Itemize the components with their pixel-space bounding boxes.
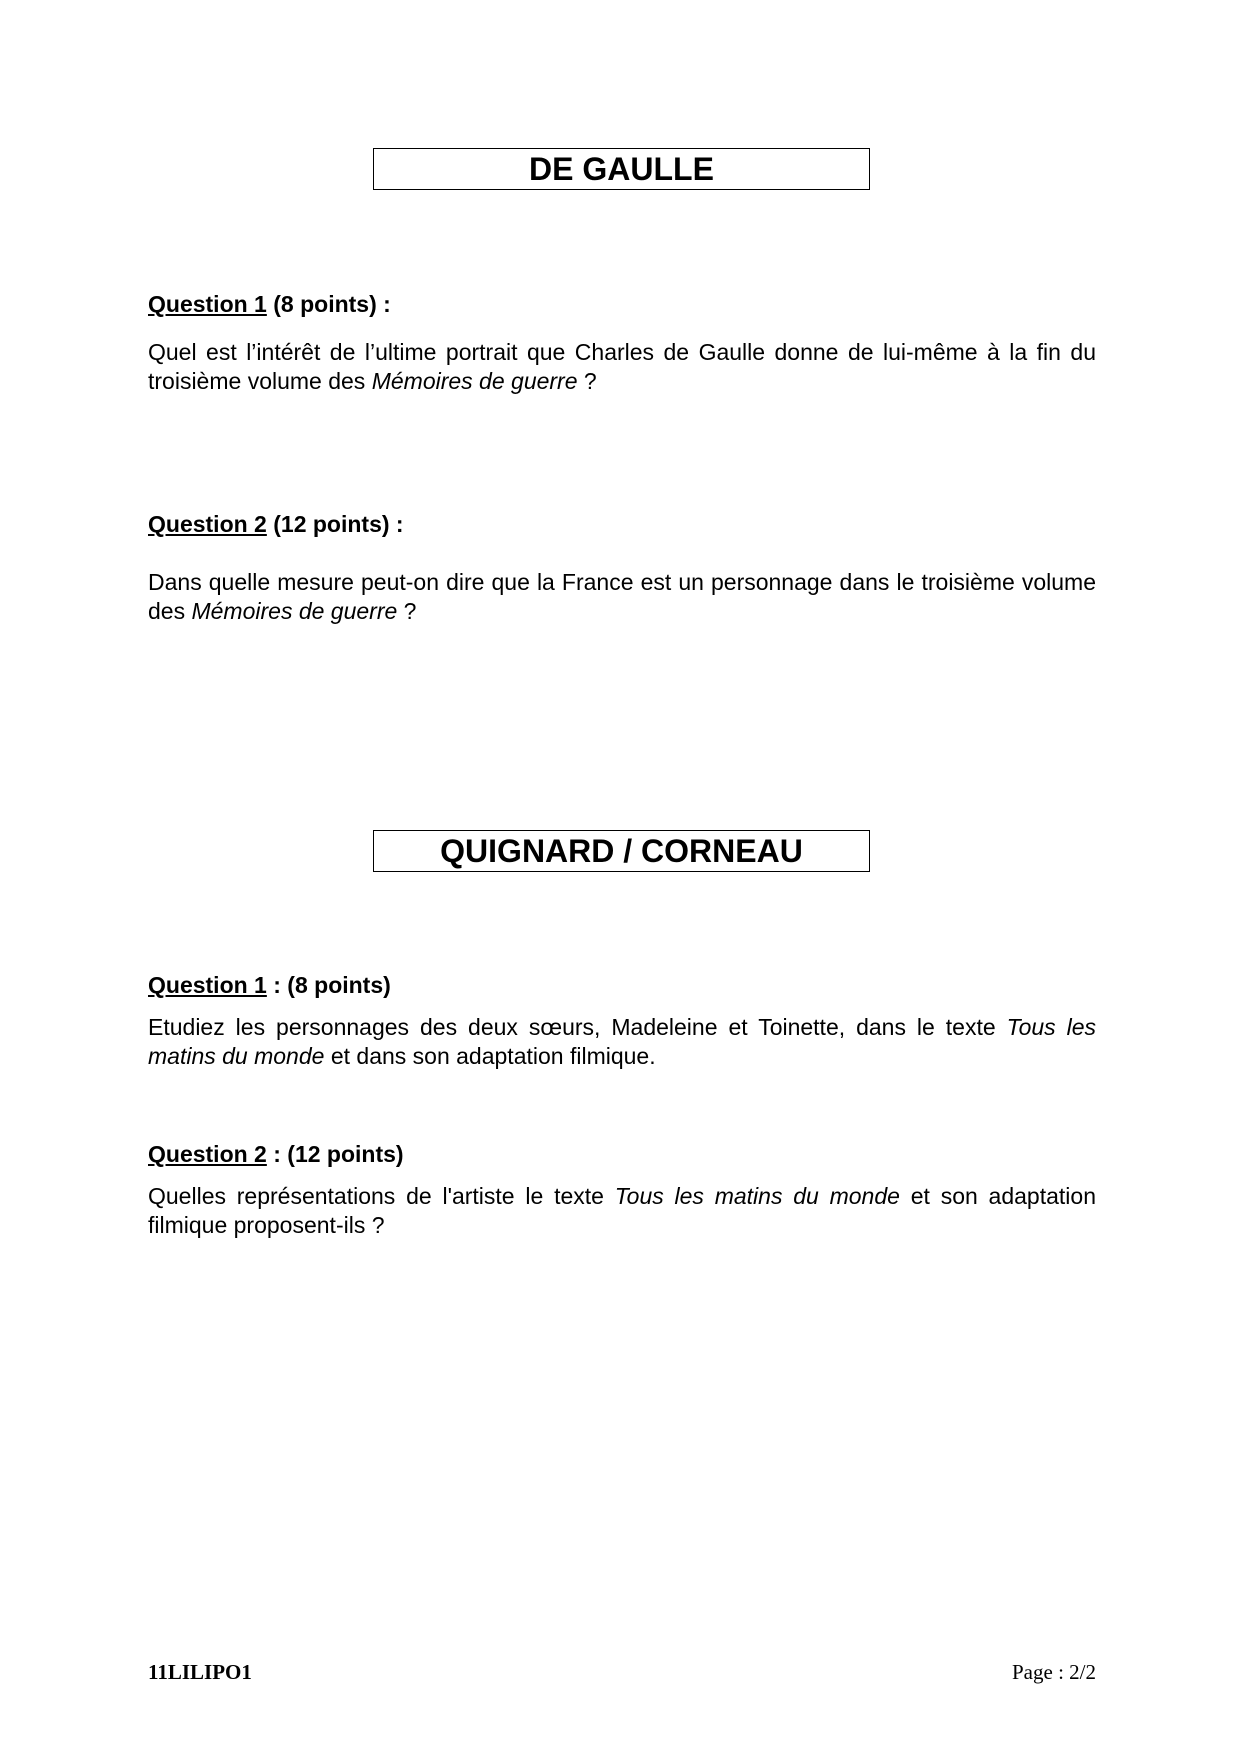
question-text-part: ? xyxy=(577,368,597,394)
question-label: Question 2 xyxy=(148,1141,267,1167)
book-title: Tous les matins du monde xyxy=(614,1183,900,1209)
section-title-quignard-corneau: QUIGNARD / CORNEAU xyxy=(373,830,870,872)
book-title: Mémoires de guerre xyxy=(191,598,398,624)
section-title-de-gaulle: DE GAULLE xyxy=(373,148,870,190)
question-label: Question 1 xyxy=(148,291,267,317)
question-points: (12 points) : xyxy=(266,511,404,537)
document-code: 11LILIPO1 xyxy=(148,1660,252,1684)
question-text-part: ? xyxy=(397,598,417,624)
question-text-part: Quelles représentations de l'artiste le texte xyxy=(148,1183,615,1209)
question-text-part: Etudiez les personnages des deux sœurs, Madeleine et Toinette, dans le texte xyxy=(148,1014,1007,1040)
book-title: Mémoires de guerre xyxy=(371,368,578,394)
question-points: : (8 points) xyxy=(266,972,391,998)
question-text xyxy=(148,1013,1096,1071)
question-text xyxy=(148,1182,1096,1240)
question-heading xyxy=(148,511,404,538)
page-number: Page : 2/2 xyxy=(1012,1660,1096,1684)
question-label: Question 2 xyxy=(148,511,267,537)
question-points: (8 points) : xyxy=(266,291,391,317)
question-text-part: Quel est l’intérêt de l’ultime portrait que Charles de Gaulle donne de lui-même à la fin du troisième volume des xyxy=(148,339,1096,394)
question-text-part: Dans quelle mesure peut-on dire que la France est un personnage dans le troisième volume des xyxy=(148,569,1096,624)
question-heading xyxy=(148,1141,404,1168)
question-text xyxy=(148,338,1096,396)
question-label: Question 1 xyxy=(148,972,267,998)
question-points: : (12 points) xyxy=(266,1141,404,1167)
question-text-part: et dans son adaptation filmique. xyxy=(324,1043,656,1069)
question-text xyxy=(148,568,1096,626)
question-heading xyxy=(148,291,391,318)
question-text-part: et son adaptation filmique proposent-ils ? xyxy=(148,1183,1096,1238)
book-title: Tous les matins du monde xyxy=(148,1014,1097,1069)
question-heading xyxy=(148,972,391,999)
